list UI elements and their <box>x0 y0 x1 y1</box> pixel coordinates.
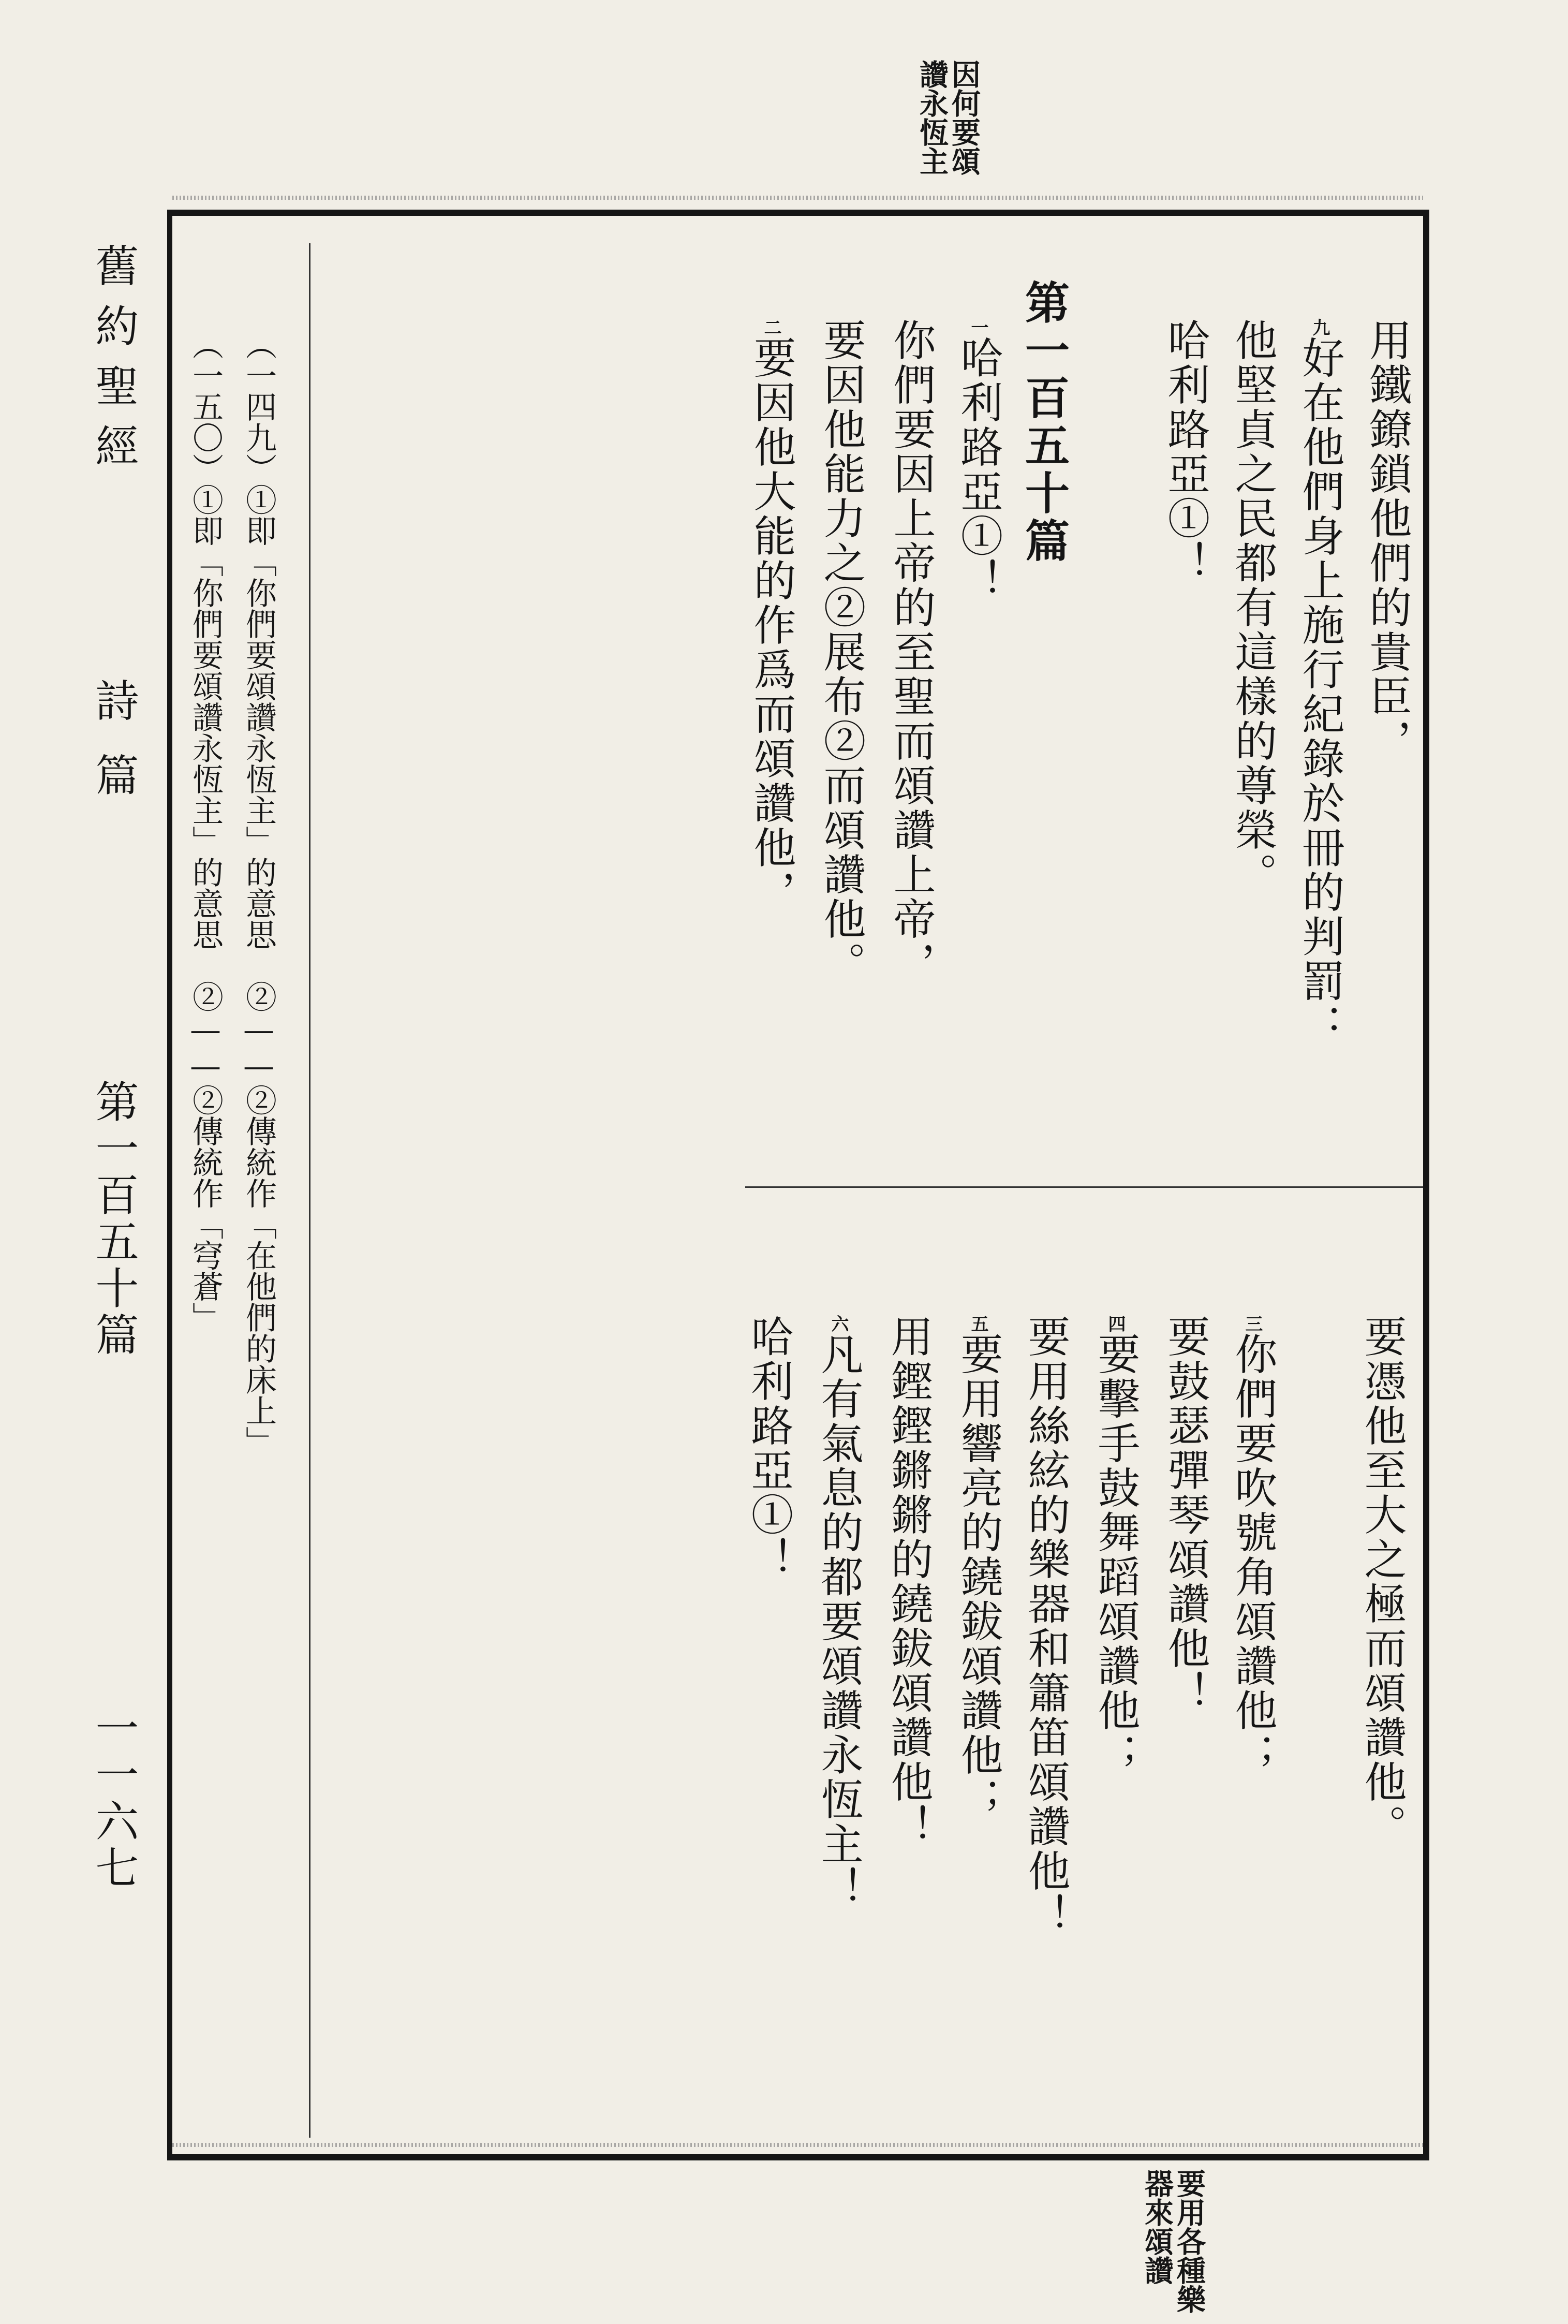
verse-line <box>1364 318 1410 763</box>
verse-line <box>1092 1315 1138 1777</box>
verse-number: 六 <box>828 1315 849 1332</box>
verse-text: 要用絲絃的樂器和簫笛頌讚他！ <box>1021 1315 1070 1938</box>
verse-line <box>1162 318 1208 585</box>
verse-line <box>748 318 794 915</box>
frame-right-border <box>1423 210 1429 2160</box>
verse-text: 要用響亮的鐃鈸頌讚他； <box>954 1332 1003 1822</box>
verse-line <box>887 318 934 986</box>
footnote-150: （一五〇）①即「你們要頌讚永恆主」的意思 ②——②傳統作「穹蒼」 <box>187 329 224 1333</box>
verse-line <box>955 1315 1001 1822</box>
running-header-chapter: 第一百五十篇 <box>88 1079 139 1359</box>
verse-line <box>955 318 1001 603</box>
running-header-book: 舊約聖經 <box>88 243 139 483</box>
verse-line <box>815 1315 862 1911</box>
verse-line <box>1358 1315 1405 1849</box>
section-divider <box>745 1186 1423 1188</box>
verse-text: 他堅貞之民都有這樣的尊榮。 <box>1228 318 1277 897</box>
verse-text: 要憑他至大之極而頌讚他。 <box>1357 1315 1407 1849</box>
verse-number: 五 <box>968 1315 988 1332</box>
verse-number: 三 <box>1242 1315 1263 1332</box>
verse-line <box>1022 1315 1069 1938</box>
verse-text: 要擊手鼓舞蹈頌讚他； <box>1091 1332 1140 1777</box>
psalm-heading: 第一百五十篇 <box>1017 280 1070 565</box>
verse-text: 你們要吹號角頌讚他； <box>1228 1332 1277 1777</box>
verse-text: 哈利路亞①！ <box>744 1315 793 1582</box>
verse-number: 一 <box>968 318 988 336</box>
verse-text: 用鐵鐐鎖他們的貴臣， <box>1363 318 1412 763</box>
margin-note-top: 因何要頌讚永恆主 <box>915 60 981 175</box>
verse-line <box>1162 1315 1208 1715</box>
frame-top-border <box>171 210 1428 216</box>
footnote-divider <box>309 243 310 2138</box>
verse-line <box>1296 318 1343 1048</box>
frame-hatch-top <box>172 196 1423 200</box>
verse-number: 四 <box>1105 1315 1126 1332</box>
verse-line <box>1229 318 1276 897</box>
verse-text: 哈利路亞①！ <box>1161 318 1210 585</box>
verse-text: 你們要因上帝的至聖而頌讚上帝， <box>886 318 936 986</box>
verse-text: 要鼓瑟彈琴頌讚他！ <box>1161 1315 1210 1715</box>
verse-line <box>818 318 864 986</box>
verse-text: 凡有氣息的都要頌讚永恆主！ <box>814 1332 863 1911</box>
frame-bottom-border <box>171 2154 1428 2160</box>
running-header-section: 詩篇 <box>88 678 139 827</box>
verse-number: 九 <box>1309 318 1330 336</box>
verse-text: 用鏗鏗鏘鏘的鐃鈸頌讚他！ <box>884 1315 933 1849</box>
verse-line <box>1229 1315 1276 1777</box>
verse-text: 哈利路亞①！ <box>954 336 1003 603</box>
verse-number: 二 <box>761 318 781 336</box>
verse-text: 好在他們身上施行紀錄於冊的判罰： <box>1295 336 1344 1048</box>
frame-hatch-bottom <box>172 2143 1423 2147</box>
verse-text: 要因他大能的作爲而頌讚他， <box>747 336 796 915</box>
frame-left-border <box>167 210 172 2160</box>
verse-text: 要因他能力之②展布②而頌讚他。 <box>817 318 866 986</box>
footnote-149: （一四九）①即「你們要頌讚永恆主」的意思 ②——②傳統作「在他們的床上」 <box>241 329 277 1457</box>
verse-line <box>885 1315 931 1849</box>
verse-line <box>745 1315 792 1582</box>
margin-note-bottom: 要用各種樂器來頌讚 <box>1140 2169 1206 2314</box>
page-number: 一一六七 <box>88 1705 139 1892</box>
